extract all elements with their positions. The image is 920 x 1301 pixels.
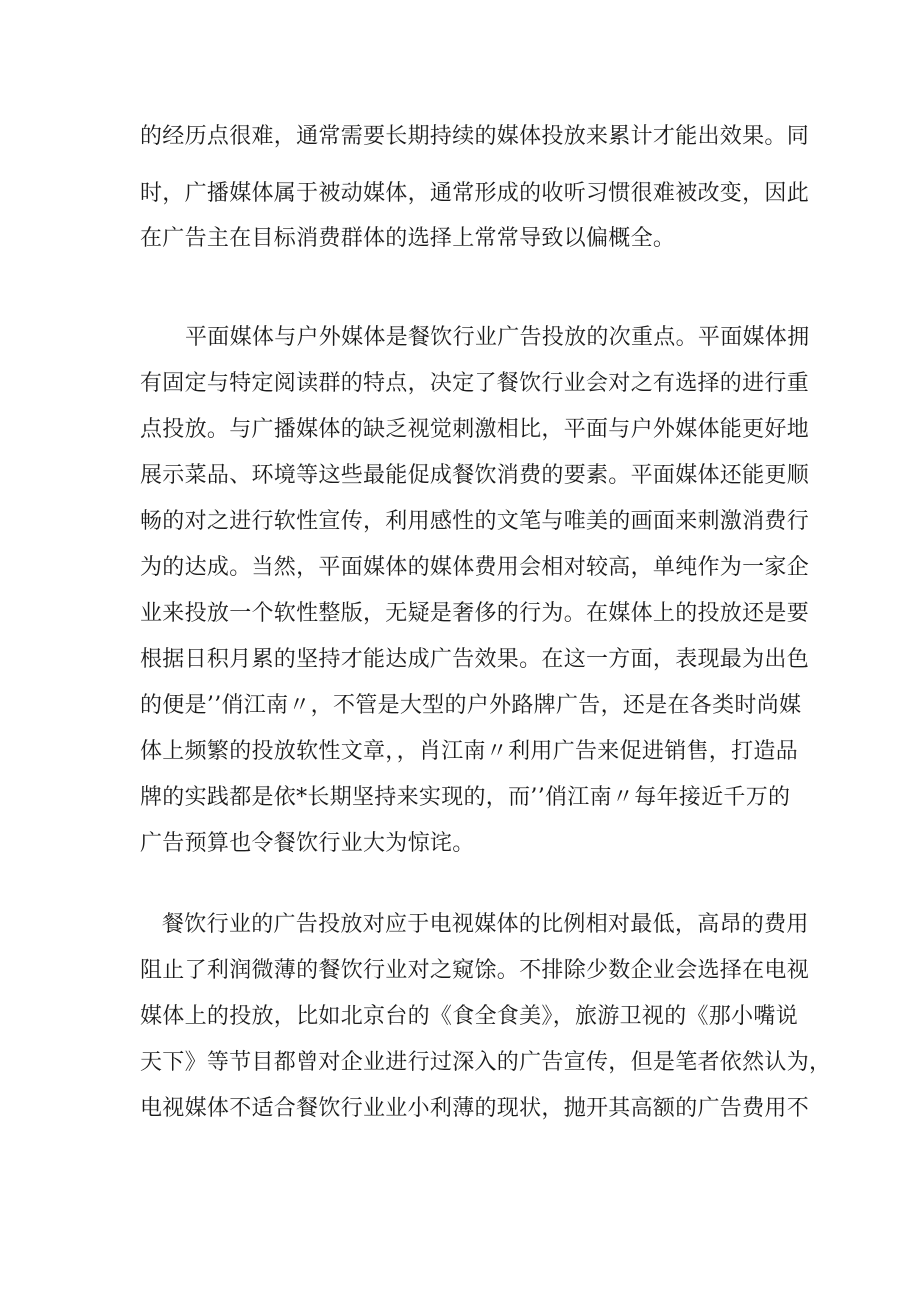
text-line: 的经历点很难，通常需要长期持续的媒体投放来累计才能出效果。同 (140, 124, 810, 149)
text-line: 电视媒体不适合餐饮行业业小利薄的现状，抛开其高额的广告费用不 (140, 1096, 810, 1121)
text-line: 天下》等节目都曾对企业进行过深入的广告宣传，但是笔者依然认为， (140, 1050, 832, 1075)
text-line: 有固定与特定阅读群的特点，决定了餐饮行业会对之有选择的进行重 (140, 371, 810, 396)
text-line: 媒体上的投放，比如北京台的《食全食美》，旅游卫视的《那小嘴说 (140, 1004, 799, 1029)
text-line: 体上频繁的投放软性文章，，肖江南〃利用广告来促进销售，打造品 (140, 739, 799, 764)
text-line: 点投放。与广播媒体的缺乏视觉刺激相比，平面与户外媒体能更好地 (140, 417, 810, 442)
text-line: 时，广播媒体属于被动媒体，通常形成的收听习惯很难被改变，因此 (140, 181, 810, 206)
text-line: 根据日积月累的坚持才能达成广告效果。在这一方面，表现最为出色 (140, 647, 810, 672)
text-line: 畅的对之进行软性宣传，利用感性的文笔与唯美的画面来刺激消费行 (140, 509, 810, 534)
text-line: 在广告主在目标消费群体的选择上常常导致以偏概全。 (140, 226, 676, 251)
text-line: 牌的实践都是依*长期坚持来实现的，而’’俏江南〃每年接近千万的 (140, 785, 791, 810)
text-line: 平面媒体与户外媒体是餐饮行业广告投放的次重点。平面媒体拥 (185, 325, 810, 350)
text-line: 广告预算也令餐饮行业大为惊诧。 (140, 831, 475, 856)
text-line: 业来投放一个软性整版，无疑是奢侈的行为。在媒体上的投放还是要 (140, 601, 810, 626)
text-line: 的便是’’俏江南〃，不管是大型的户外路牌广告，还是在各类时尚媒 (140, 693, 802, 718)
text-line: 展示菜品、环境等这些最能促成餐饮消费的要素。平面媒体还能更顺 (140, 463, 810, 488)
text-line: 阻止了利润微薄的餐饮行业对之窥馀。不排除少数企业会选择在电视 (140, 958, 810, 983)
text-line: 为的达成。当然，平面媒体的媒体费用会相对较高，单纯作为一家企 (140, 555, 810, 580)
text-line: 餐饮行业的广告投放对应于电视媒体的比例相对最低，高昂的费用 (162, 912, 809, 937)
